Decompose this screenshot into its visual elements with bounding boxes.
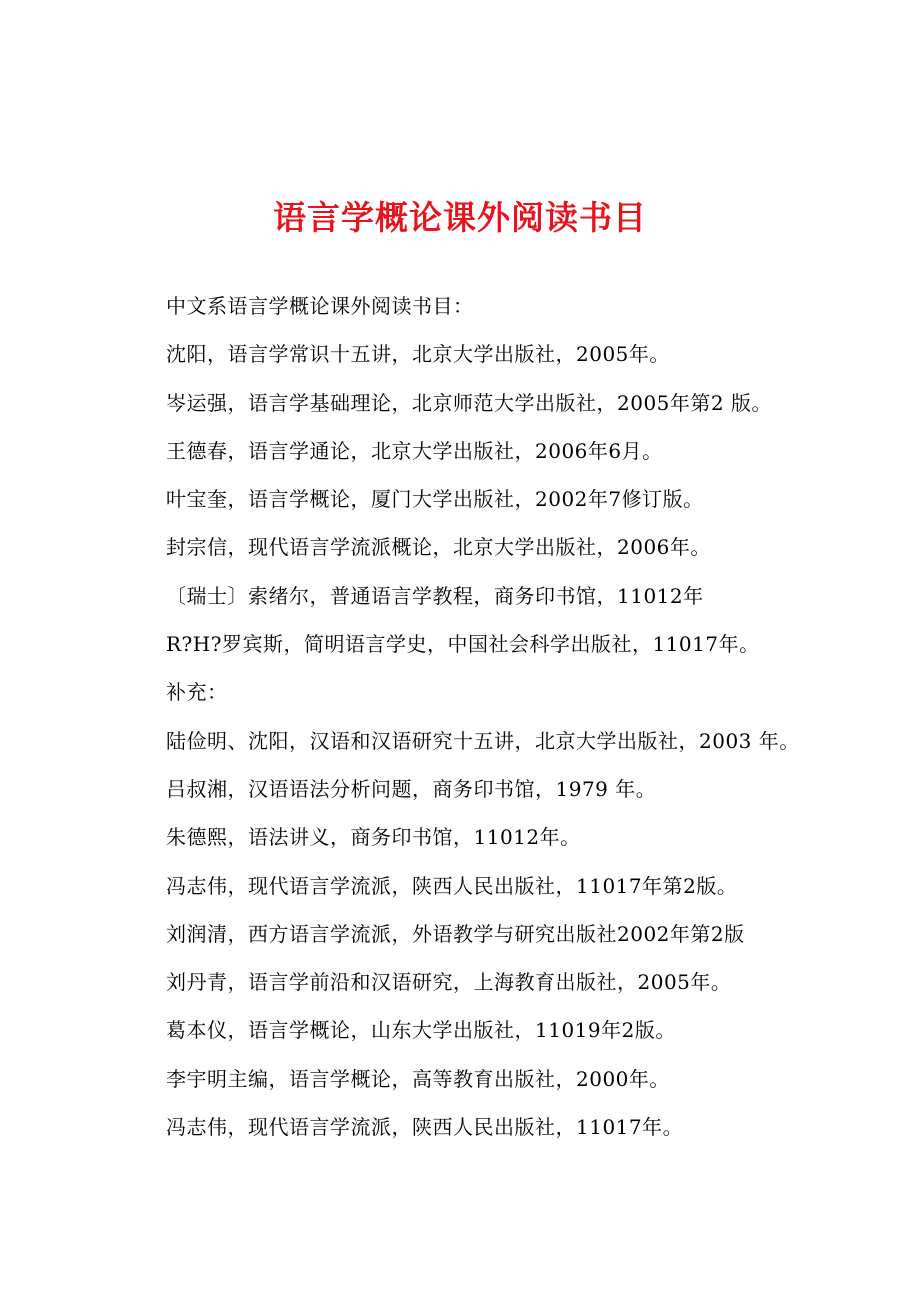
list-item: R?H?罗宾斯，简明语言学史，中国社会科学出版社，11017年。 bbox=[166, 632, 760, 657]
list-item: 陆俭明、沈阳，汉语和汉语研究十五讲，北京大学出版社，2003 年。 bbox=[166, 728, 800, 753]
list-item: 岑运强，语言学基础理论，北京师范大学出版社，2005年第2 版。 bbox=[166, 390, 772, 415]
list-item: 叶宝奎，语言学概论，厦门大学出版社，2002年7修订版。 bbox=[166, 487, 704, 512]
list-intro: 中文系语言学概论课外阅读书目： bbox=[166, 294, 474, 318]
list-item: 刘丹青，语言学前沿和汉语研究，上海教育出版社，2005年。 bbox=[166, 970, 732, 995]
list-item: 沈阳，语言学常识十五讲，北京大学出版社，2005年。 bbox=[166, 342, 670, 367]
list-item: 朱德熙，语法讲义，商务印书馆，11012年。 bbox=[166, 825, 581, 850]
list-item: 刘润清，西方语言学流派，外语教学与研究出版社2002年第2版 bbox=[166, 921, 745, 946]
reading-list bbox=[166, 282, 886, 1151]
list-item: 冯志伟，现代语言学流派，陕西人民出版社，11017年。 bbox=[166, 1115, 684, 1140]
list-item: 〔瑞士〕索绪尔，普通语言学教程，商务印书馆，11012年 bbox=[166, 583, 704, 608]
list-item: 吕叔湘，汉语语法分析问题，商务印书馆，1979 年。 bbox=[166, 776, 657, 801]
list-item: 冯志伟，现代语言学流派，陕西人民出版社，11017年第2版。 bbox=[166, 873, 738, 898]
document-title: 语言学概论课外阅读书目 bbox=[273, 198, 647, 237]
list-item: 李宇明主编，语言学概论，高等教育出版社，2000年。 bbox=[166, 1066, 670, 1091]
list-item: 葛本仪，语言学概论，山东大学出版社，11019年2版。 bbox=[166, 1018, 676, 1043]
list-item: 封宗信，现代语言学流派概论，北京大学出版社，2006年。 bbox=[166, 535, 711, 560]
supplement-heading: 补充： bbox=[166, 680, 228, 705]
list-item: 王德春，语言学通论，北京大学出版社，2006年6月。 bbox=[166, 438, 663, 463]
